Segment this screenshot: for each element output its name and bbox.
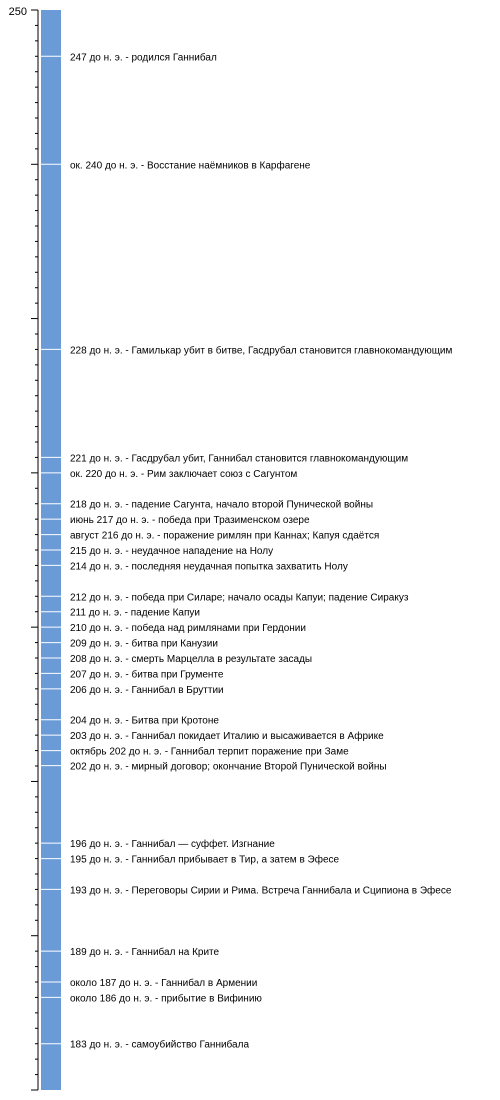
event-label: 210 до н. э. - победа над римлянами при Гердонии xyxy=(70,623,306,635)
event-label: 215 до н. э. - неудачное нападение на Нолу xyxy=(70,546,274,557)
event-label: 196 до н. э. - Ганнибал — суффет. Изгнание xyxy=(70,839,275,851)
event-label: 195 до н. э. - Ганнибал прибывает в Тир, а затем в Эфесе xyxy=(70,854,340,866)
event-label: 193 до н. э. - Переговоры Сирии и Рима. Встреча Ганнибала и Сципиона в Эфесе xyxy=(70,885,452,897)
event-label: 183 до н. э. - самоубийство Ганнибала xyxy=(70,1039,250,1051)
event-label: 228 до н. э. - Гамилькар убит в битве, Гасдрубал становится главнокомандующим xyxy=(70,345,453,357)
timeline-events xyxy=(41,51,453,1050)
event-label: 211 до н. э. - падение Капуи xyxy=(70,607,200,619)
event-label: 202 до н. э. - мирный договор; окончание Второй Пунической войны xyxy=(70,761,387,773)
event-label: 212 до н. э. - победа при Силаре; начало осады Капуи; падение Сиракуз xyxy=(70,592,409,604)
event-label: 189 до н. э. - Ганнибал на Крите xyxy=(70,947,220,959)
event-label: 203 до н. э. - Ганнибал покидает Италию и высаживается в Африке xyxy=(70,731,384,743)
timeline-start-label: 250 xyxy=(8,6,27,18)
event-label: ок. 220 до н. э. - Рим заключает союз с Сагунтом xyxy=(70,468,298,480)
event-label: около 187 до н. э. - Ганнибал в Армении xyxy=(70,978,258,989)
event-label: ок. 240 до н. э. - Восстание наёмников в Карфагене xyxy=(70,160,311,172)
event-label: 218 до н. э. - падение Сагунта, начало второй Пунической войны xyxy=(70,499,374,511)
event-label: 214 до н. э. - последняя неудачная попытка захватить Нолу xyxy=(70,561,348,573)
event-label: октябрь 202 до н. э. - Ганнибал терпит поражение при Заме xyxy=(70,746,349,758)
event-label: 206 до н. э. - Ганнибал в Бруттии xyxy=(70,684,224,696)
event-label: около 186 до н. э. - прибытие в Вифинию xyxy=(70,993,262,1005)
event-label: 221 до н. э. - Гасдрубал убит, Ганнибал становится главнокомандующим xyxy=(70,453,409,465)
event-label: 209 до н. э. - битва при Канузии xyxy=(70,638,218,650)
event-label: 247 до н. э. - родился Ганнибал xyxy=(70,52,217,64)
event-label: июнь 217 до н. э. - победа при Тразименском озере xyxy=(70,515,310,527)
event-label: 208 до н. э. - смерть Марцелла в результате засады xyxy=(70,654,313,665)
timeline-ticks xyxy=(31,10,38,1090)
event-label: 204 до н. э. - Битва при Кротоне xyxy=(70,715,219,727)
event-label: август 216 до н. э. - поражение римлян при Каннах; Капуя сдаётся xyxy=(70,530,380,542)
event-label: 207 до н. э. - битва при Грументе xyxy=(70,669,224,681)
